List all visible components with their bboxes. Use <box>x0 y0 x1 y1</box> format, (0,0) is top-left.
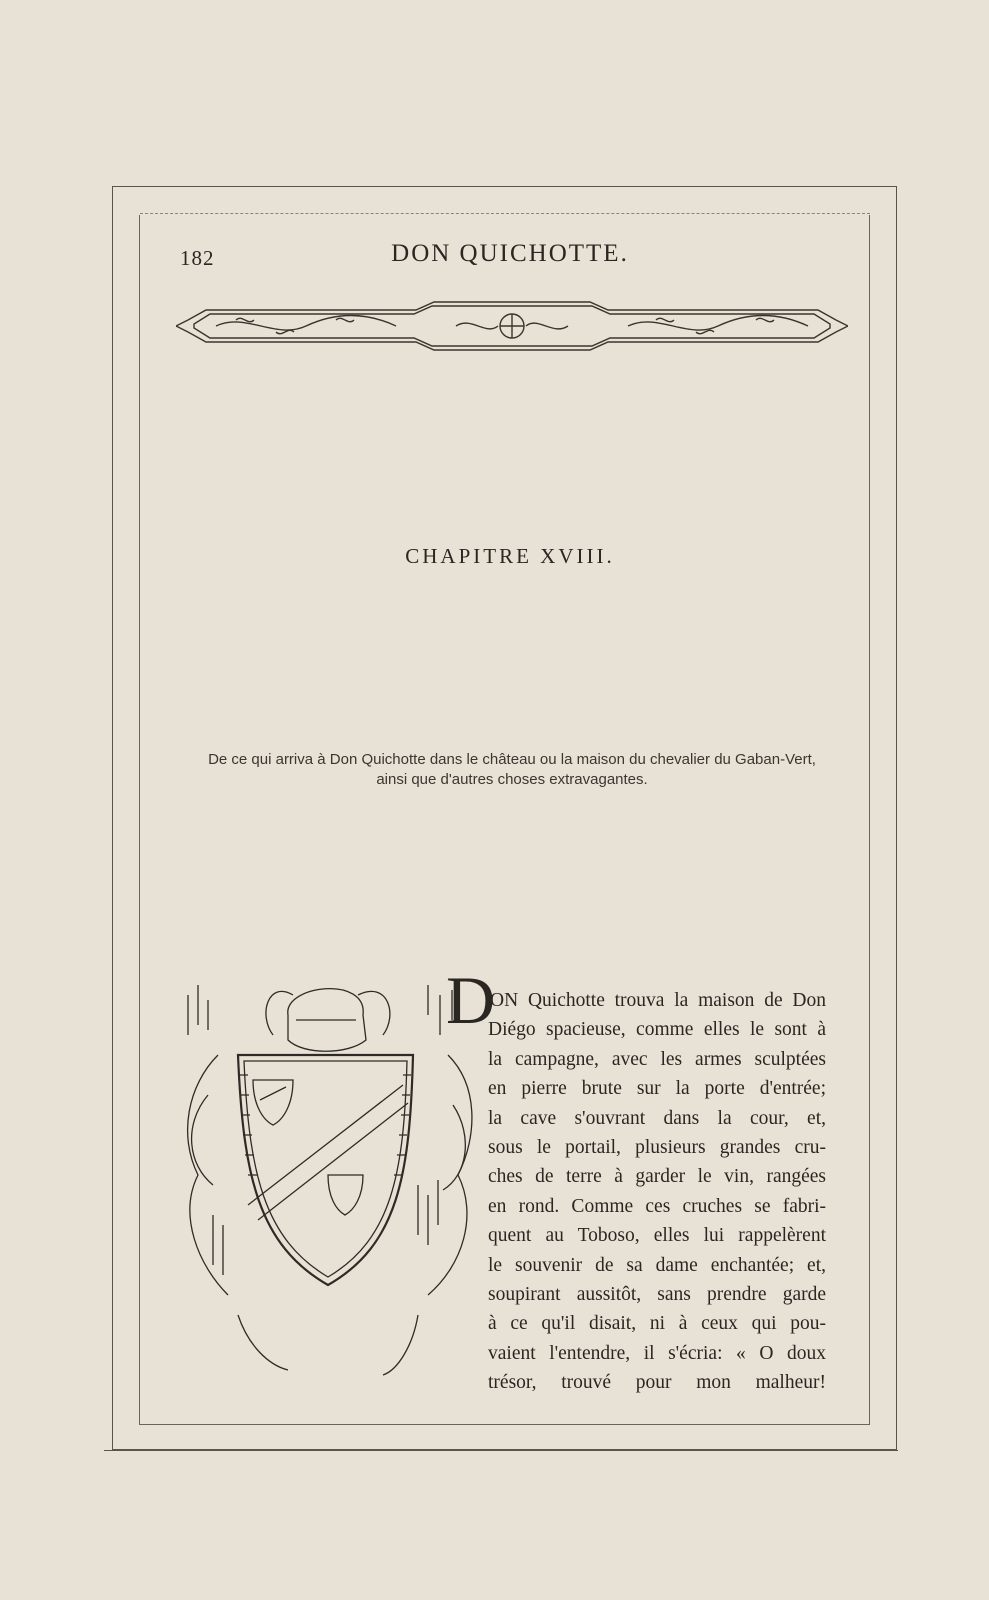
running-title: DON QUICHOTTE. <box>391 240 629 267</box>
body-line: à ce qu'il disait, ni à ceux qui pou- <box>488 1313 826 1335</box>
body-line: ON Quichotte trouva la maison de Don <box>490 990 826 1011</box>
body-line: Diégo spacieuse, comme elles le sont à <box>488 1019 826 1041</box>
chapter-title: CHAPITRE XVIII. <box>405 544 615 568</box>
body-line: en rond. Comme ces cruches se fabri- <box>488 1195 826 1217</box>
body-line: trésor, trouvé pour mon malheur! <box>488 1372 826 1394</box>
body-line: soupirant aussitôt, sans prendre garde <box>488 1284 826 1306</box>
outer-frame-bottom-rule <box>104 1450 898 1451</box>
decorative-header-ornament <box>176 300 848 352</box>
body-line: quent au Toboso, elles lui rappelèrent <box>488 1225 826 1247</box>
body-line: la cave s'ouvrant dans la cour, et, <box>488 1107 826 1129</box>
body-line: le souvenir de sa dame enchantée; et, <box>488 1254 826 1276</box>
body-line: sous le portail, plusieurs grandes cru- <box>488 1137 826 1159</box>
body-line: la campagne, avec les armes sculptées <box>488 1048 826 1070</box>
chapter-summary-line-2: ainsi que d'autres choses extravagantes. <box>376 771 648 788</box>
chapter-summary-line-1: De ce qui arriva à Don Quichotte dans le château ou la maison du chevalier du Gaban-Vert, <box>208 751 816 768</box>
body-paragraph <box>488 986 826 1398</box>
chapter-summary <box>172 750 852 790</box>
body-line: vaient l'entendre, il s'écria: « O doux <box>488 1342 826 1364</box>
drop-cap-letter: D <box>446 962 496 1038</box>
body-line: ches de terre à garder le vin, rangées <box>488 1166 826 1188</box>
coat-of-arms-shield-icon <box>178 975 478 1395</box>
page-number: 182 <box>180 246 215 270</box>
body-line: en pierre brute sur la porte d'entrée; <box>488 1078 826 1100</box>
inner-frame-top-rule <box>140 213 870 214</box>
